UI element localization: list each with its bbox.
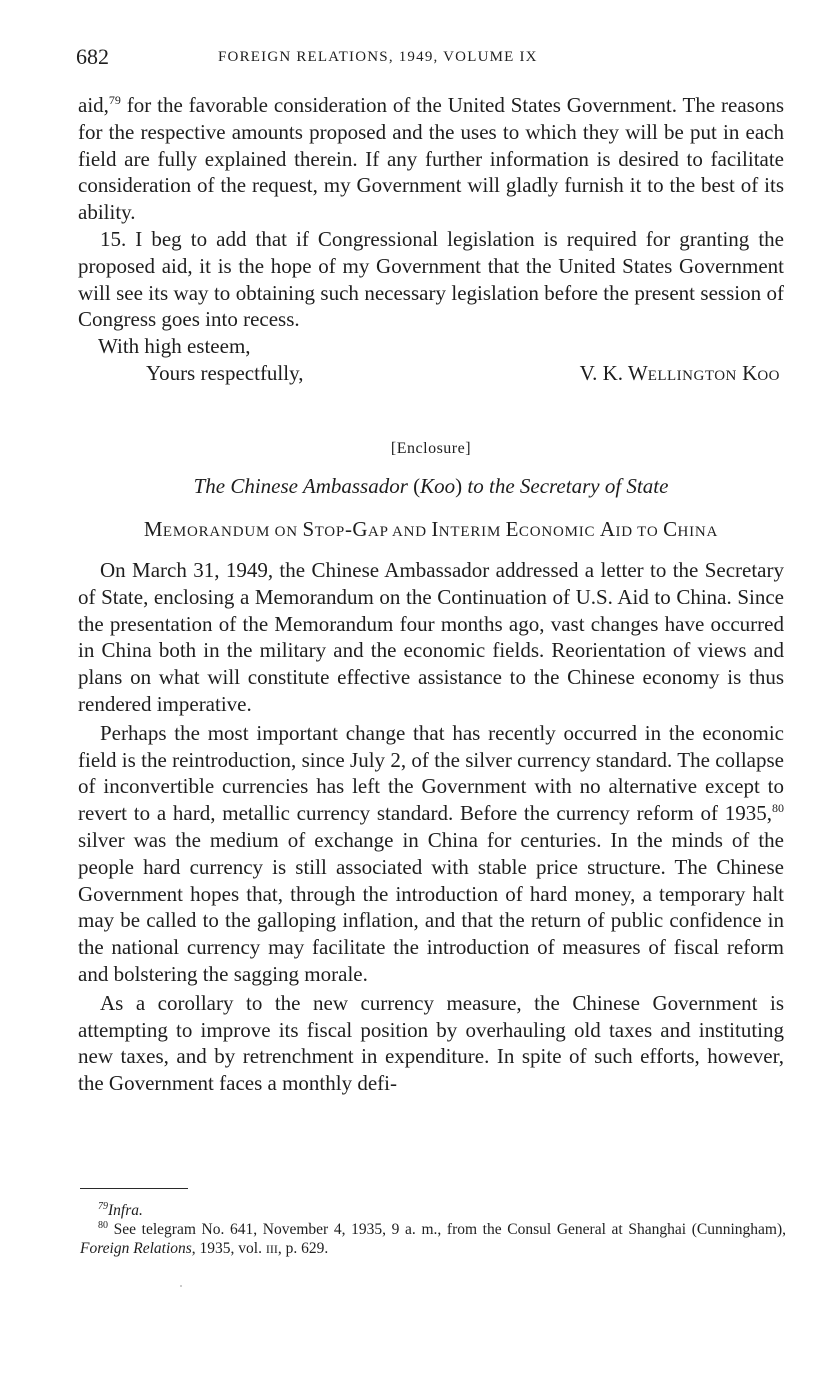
- signature-name: V. K. WELLINGTON KOO: [579, 360, 780, 385]
- running-title: FOREIGN RELATIONS, 1949, VOLUME IX: [218, 49, 538, 65]
- complimentary-close: Yours respectfully,: [146, 360, 304, 385]
- footnote-ref-79[interactable]: 79: [108, 93, 121, 107]
- memo-paragraph-1: On March 31, 1949, the Chinese Ambassador addressed a letter to the Secretary of State, enclosing a Memorandum on the Continuation of U.S. Aid to China. Since the presentation of the Memorandum four months ago, vast changes have occurred in China both in the military and the economic fields. Reorientation of views and plans on what will constitute effective assistance to the Chinese economy is thus rendered imperative.: [78, 557, 784, 716]
- memorandum-heading: MEMORANDUM ON STOP-GAP AND INTERIM ECONOMIC AID TO CHINA: [143, 516, 719, 541]
- letter-salutation: With high esteem,: [98, 334, 251, 359]
- memo-paragraph-3: As a corollary to the new currency measure, the Chinese Government is attempting to improve its fiscal position by overhauling old taxes and instituting new taxes, and by retrenchment in expenditure. In spite of such efforts, however, the Government faces a monthly defi-: [78, 990, 784, 1096]
- page-header: [76, 44, 784, 74]
- footnote-80: $^{80}$ See telegram No. 641, November 4, 1935, 9 a. m., from the Consul General at Shanghai (Cunningham), Foreign Relations, 1935, vol. III, p. 629.: [80, 1220, 786, 1257]
- page-body: [78, 92, 784, 1097]
- footnotes: [80, 1201, 786, 1259]
- footnote-divider: [80, 1188, 188, 1189]
- letter-paragraph-15: 15. I beg to add that if Congressional legislation is required for granting the proposed aid, it is the hope of my Government that the United States Government will see its way to obtaining such necessary legislation before the present session of Congress goes into recess.: [78, 226, 784, 332]
- enclosure-label: [Enclosure]: [390, 439, 472, 457]
- letter-paragraph-continued: aid,$^{79}$ for the favorable consideration of the United States Government. The reasons for the respective amounts proposed and the uses to which they will be put in each field are fully explained therein. If any further information is desired to facilitate consideration of the request, my Government will gladly furnish it to the best of its ability.: [78, 93, 784, 225]
- footnote-ref-80[interactable]: 80: [772, 801, 784, 816]
- letter-closing: [78, 360, 784, 387]
- scan-speck: [180, 1285, 182, 1287]
- page-number: 682: [76, 44, 109, 69]
- footnote-79: $^{79}$Infra.: [98, 1201, 143, 1219]
- document-title: The Chinese Ambassador (Koo) to the Secretary of State: [193, 473, 669, 498]
- memo-paragraph-2: Perhaps the most important change that has recently occurred in the economic field is the reintroduction, since July 2, of the silver currency standard. The collapse of inconvertible currencies has left the Government with no alternative except to revert to a hard, metallic currency standard. Before the currency reform of 1935,80 silver was the medium of exchange in China for centuries. In the minds of the people hard currency is still associated with stable price structure. The Chinese Government hopes that, through the introduction of hard money, a temporary halt may be called to the galloping inflation, and that the return of public confidence in the national currency may facilitate the introduction of measures of fiscal reform and bolstering the sagging morale.: [78, 720, 784, 986]
